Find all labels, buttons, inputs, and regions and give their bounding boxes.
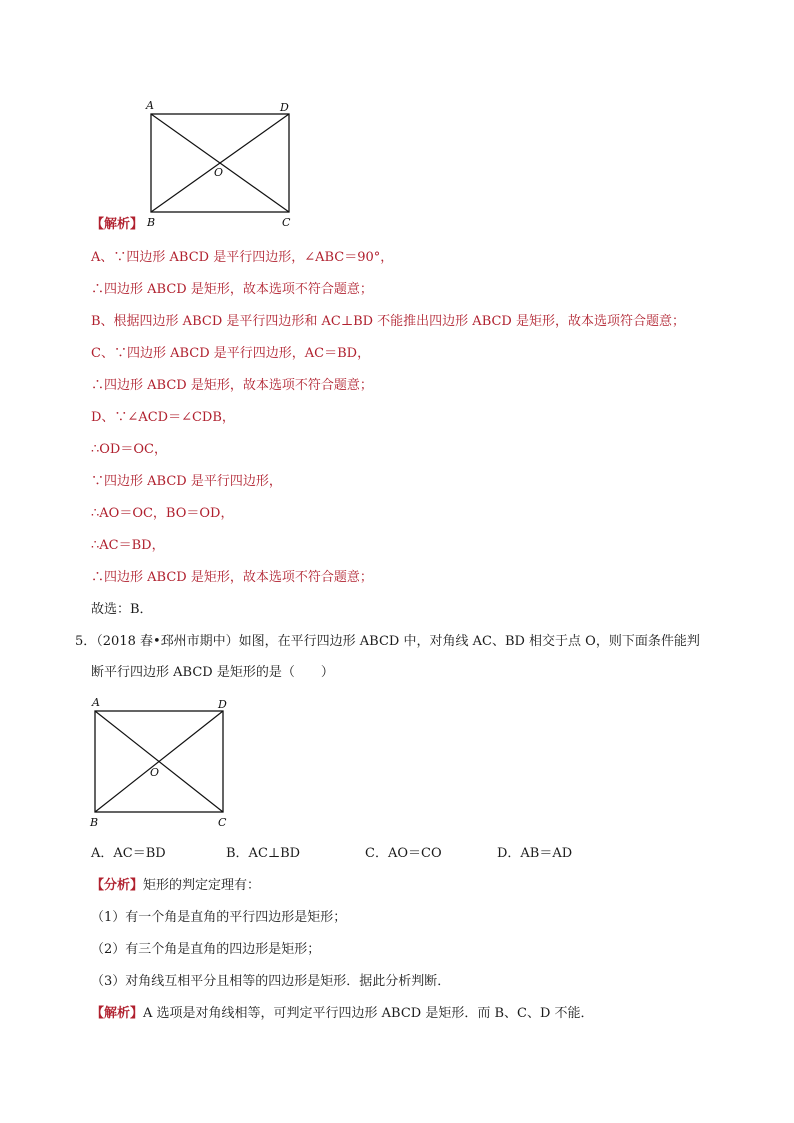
solution-line: ∴AC＝BD，	[91, 538, 165, 553]
solution-line: ∴AO＝OC，BO＝OD，	[91, 506, 234, 521]
vertex-label-b: B	[147, 216, 156, 228]
center-label-o: O	[214, 166, 224, 179]
vertex-label-a: A	[146, 99, 154, 112]
analysis-intro: 矩形的判定定理有：	[143, 878, 261, 893]
analysis-item: （2）有三个角是直角的四边形是矩形；	[91, 942, 321, 957]
analysis-intro-line	[91, 877, 260, 895]
vertex-label-d: D	[218, 698, 227, 711]
explanation-line	[91, 1005, 594, 1023]
solution-line: C、∵四边形 ABCD 是平行四边形，AC＝BD，	[91, 346, 371, 361]
explanation-heading: 【解析】	[91, 1006, 144, 1021]
solution-line: ∵四边形 ABCD 是平行四边形，	[91, 474, 282, 489]
analysis-item: （1）有一个角是直角的平行四边形是矩形；	[91, 910, 347, 925]
question-5-line-1: 5．（2018 春•邳州市期中）如图，在平行四边形 ABCD 中，对角线 AC、BD 相交于点 O，则下面条件能判	[75, 634, 700, 649]
vertex-label-c: C	[282, 216, 291, 228]
explanation-text: A 选项是对角线相等，可判定平行四边形 ABCD 是矩形．而 B、C、D 不能．	[143, 1006, 594, 1021]
analysis-item: （3）对角线互相平分且相等的四边形是矩形．据此分析判断．	[91, 974, 451, 989]
rectangle-diagram-1	[140, 98, 300, 228]
answer-line	[91, 601, 153, 619]
solution-line: ∴四边形 ABCD 是矩形，故本选项不符合题意；	[91, 282, 373, 297]
question-5-line-2: 断平行四边形 ABCD 是矩形的是（ ）	[91, 665, 334, 680]
answer-text: 故选：B．	[91, 602, 153, 617]
vertex-label-b: B	[90, 816, 99, 829]
solution-line: ∴四边形 ABCD 是矩形，故本选项不符合题意；	[91, 378, 373, 393]
vertex-label-d: D	[280, 101, 289, 114]
analysis-heading: 【分析】	[91, 878, 144, 893]
option-c: C．AO＝CO	[365, 846, 442, 861]
solution-line: ∴四边形 ABCD 是矩形，故本选项不符合题意；	[91, 570, 373, 585]
solution-line: D、∵∠ACD＝∠CDB，	[91, 410, 235, 425]
vertex-label-c: C	[218, 816, 227, 829]
option-a: A．AC＝BD	[91, 846, 166, 861]
solution-line: B、根据四边形 ABCD 是平行四边形和 AC⊥BD 不能推出四边形 ABCD 是矩形，故本选项符合题意；	[91, 314, 685, 329]
center-label-o: O	[150, 766, 160, 779]
option-b: B．AC⊥BD	[226, 846, 301, 861]
solution-line: ∴OD＝OC，	[91, 442, 167, 457]
rectangle-diagram-2	[84, 694, 244, 830]
solution-line: A、∵四边形 ABCD 是平行四边形，∠ABC＝90°，	[91, 250, 394, 265]
option-d: D．AB＝AD	[497, 846, 573, 861]
solution-heading: 【解析】	[91, 217, 144, 232]
vertex-label-a: A	[92, 696, 100, 709]
